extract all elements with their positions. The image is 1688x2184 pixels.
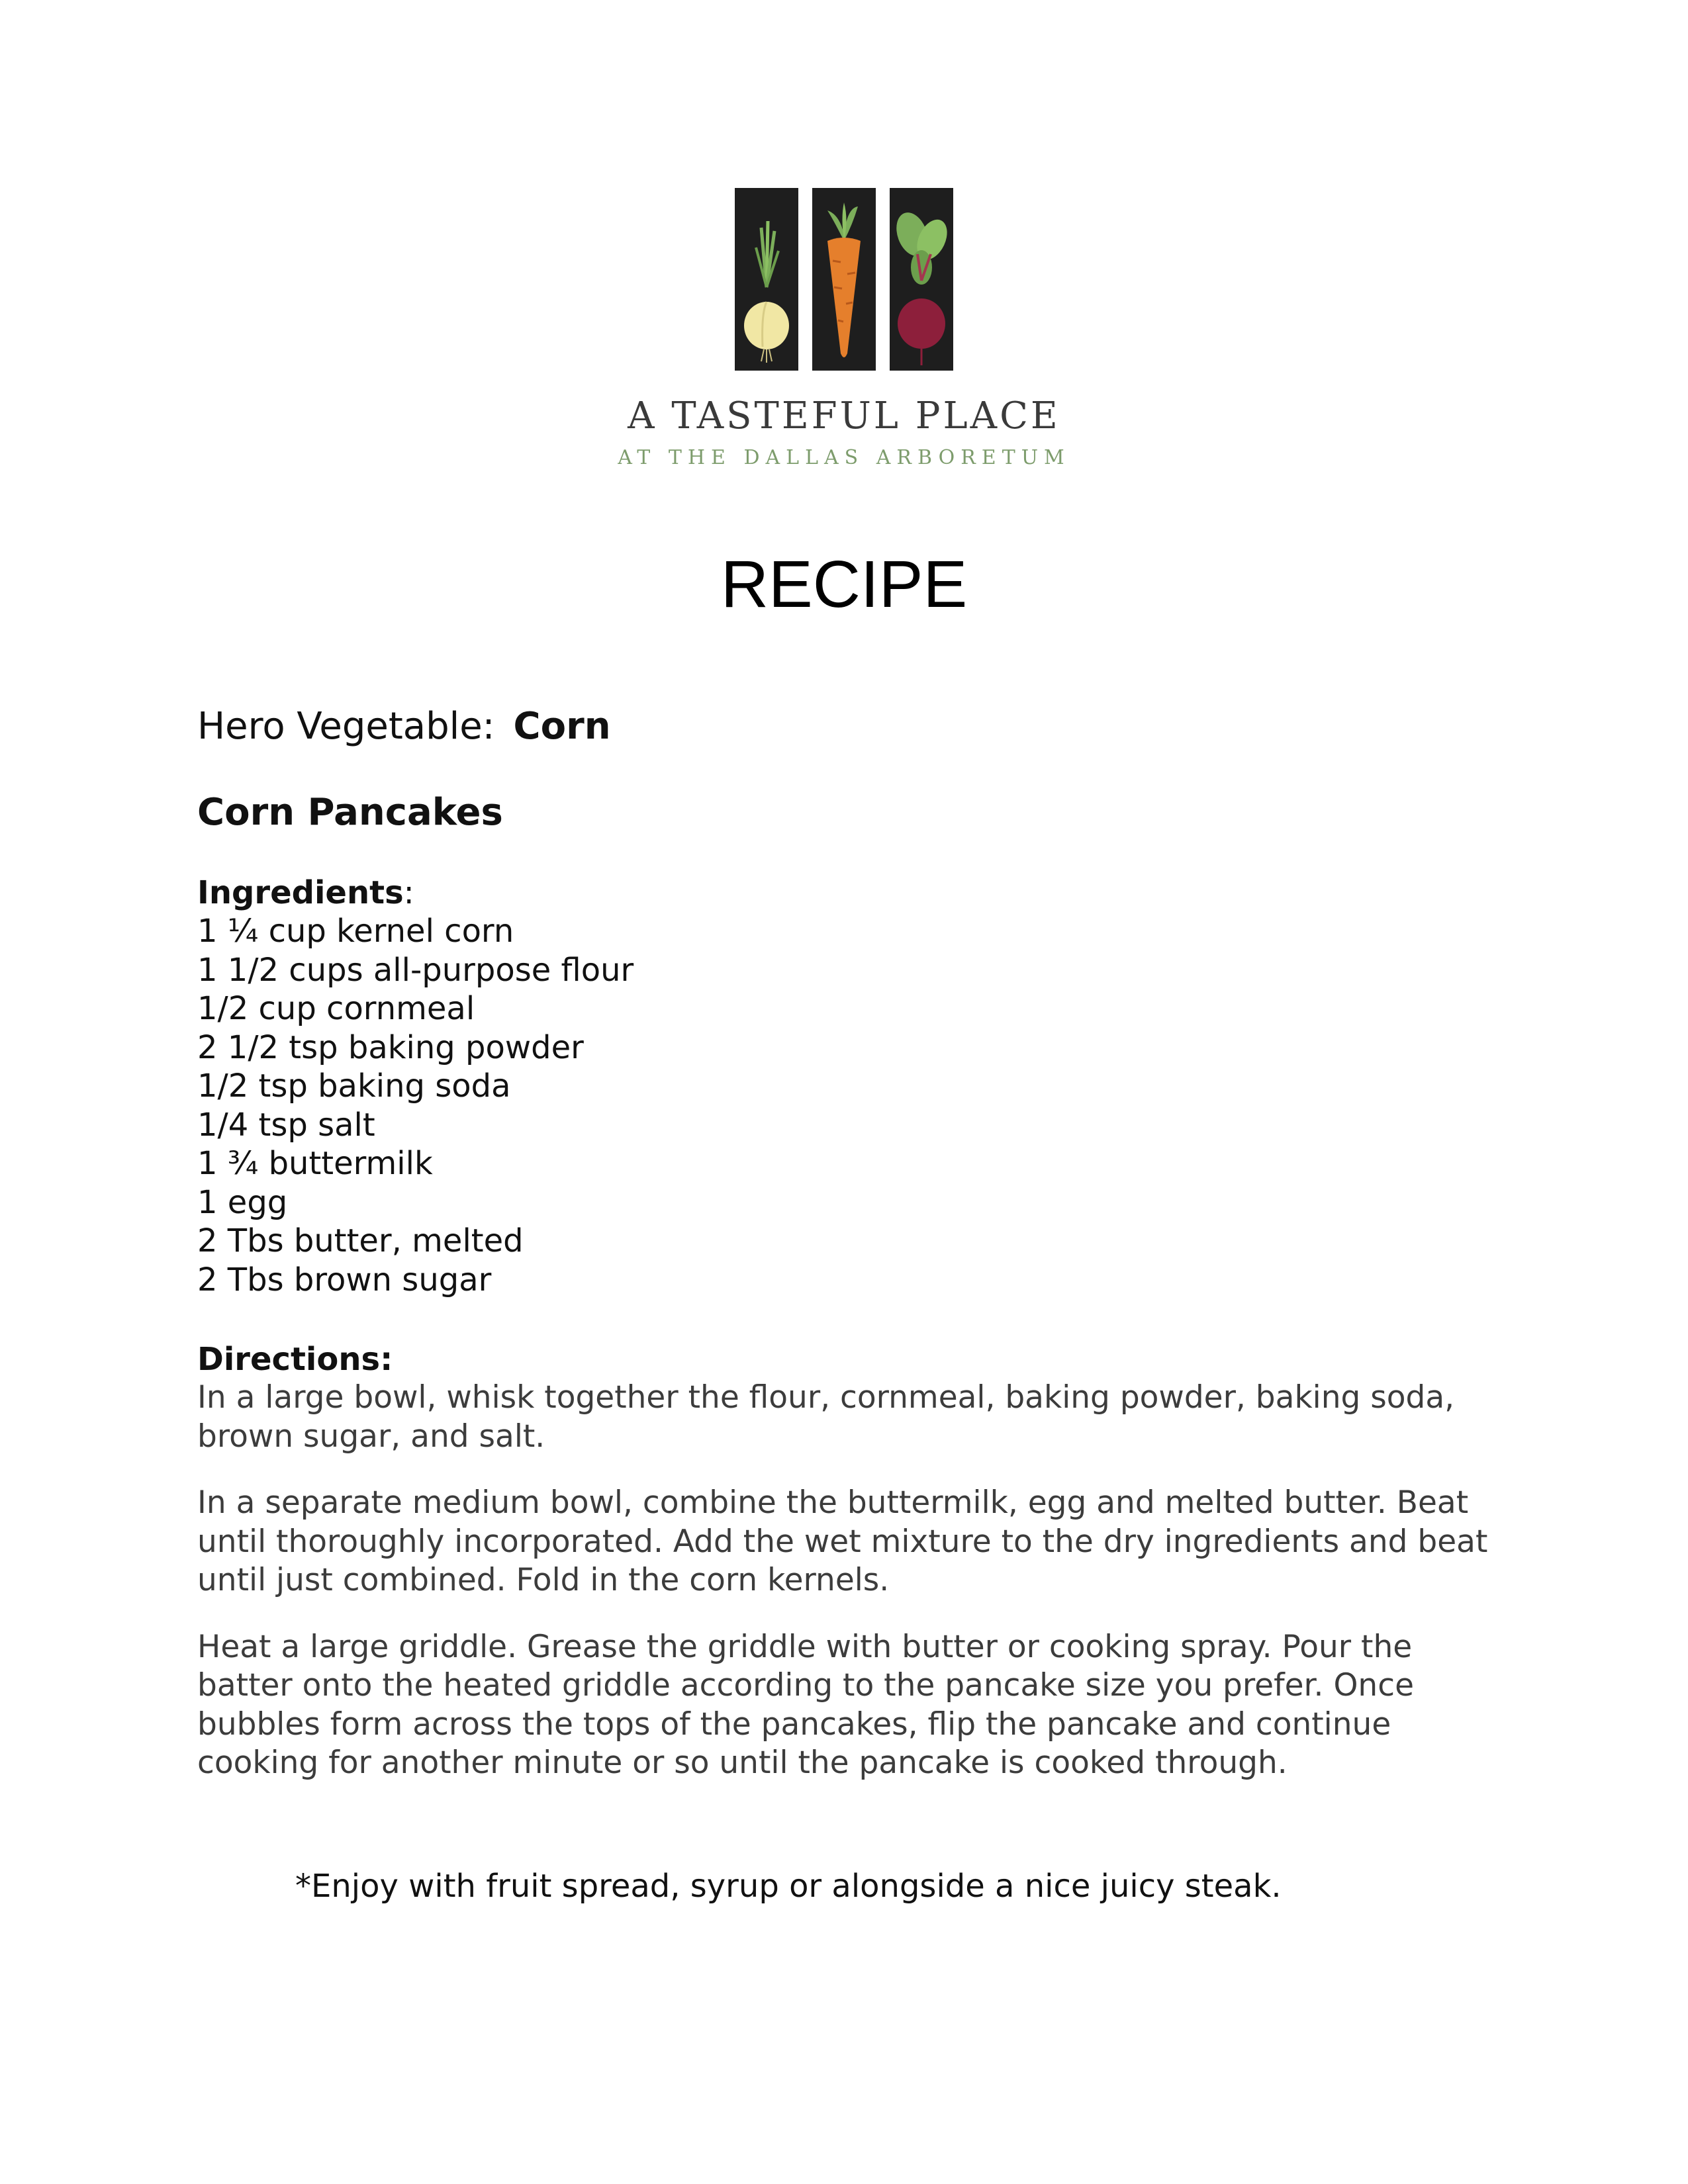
- onion-icon: [735, 188, 798, 371]
- ingredient-item: 2 Tbs butter, melted: [197, 1222, 524, 1259]
- ingredient-item: 1/4 tsp salt: [197, 1106, 375, 1144]
- logo-graphic: [735, 188, 953, 371]
- page-title: RECIPE: [720, 547, 968, 621]
- recipe-content: [197, 702, 1495, 1811]
- carrot-icon: [812, 188, 876, 371]
- hero-vegetable: [197, 702, 1495, 752]
- beet-icon: [890, 188, 953, 371]
- ingredient-item: 1/2 cup cornmeal: [197, 990, 475, 1027]
- hero-value: Corn: [513, 705, 611, 748]
- directions-heading: Directions:: [197, 1341, 393, 1378]
- ingredient-item: 1 1/2 cups all-purpose flour: [197, 951, 634, 989]
- direction-step: Heat a large griddle. Grease the griddle with butter or cooking spray. Pour the batter onto the heated griddle according to the pancake size you prefer. Once bubbles form across the tops of the pancakes, flip the pancake and continue cooking for another minute or so until the pancake is cooked through.: [197, 1628, 1414, 1781]
- serving-note: *Enjoy with fruit spread, syrup or alongside a nice juicy steak.: [295, 1868, 1282, 1905]
- direction-step: In a large bowl, whisk together the flour, cornmeal, baking powder, baking soda, brown sugar, and salt.: [197, 1379, 1455, 1455]
- ingredients-heading: [197, 874, 1495, 912]
- ingredient-item: 1 ¼ cup kernel corn: [197, 913, 514, 950]
- ingredient-list: [197, 912, 1495, 1299]
- recipe-name: Corn Pancakes: [197, 791, 503, 834]
- logo-subtitle: AT THE DALLAS ARBORETUM: [618, 446, 1070, 469]
- hero-label: Hero Vegetable:: [197, 705, 495, 748]
- direction-step: In a separate medium bowl, combine the buttermilk, egg and melted butter. Beat until thoroughly incorporated. Add the wet mixture to the dry ingredients and beat until just combined. Fold in the corn kernels.: [197, 1484, 1488, 1598]
- ingredients-label: Ingredients: [197, 874, 404, 911]
- ingredient-item: 2 1/2 tsp baking powder: [197, 1028, 584, 1066]
- ingredient-item: 2 Tbs brown sugar: [197, 1261, 492, 1298]
- ingredients-colon: :: [403, 874, 414, 911]
- logo-name: A TASTEFUL PLACE: [628, 394, 1060, 437]
- ingredient-item: 1 ¾ buttermilk: [197, 1145, 433, 1182]
- ingredient-item: 1 egg: [197, 1183, 288, 1221]
- ingredient-item: 1/2 tsp baking soda: [197, 1068, 511, 1105]
